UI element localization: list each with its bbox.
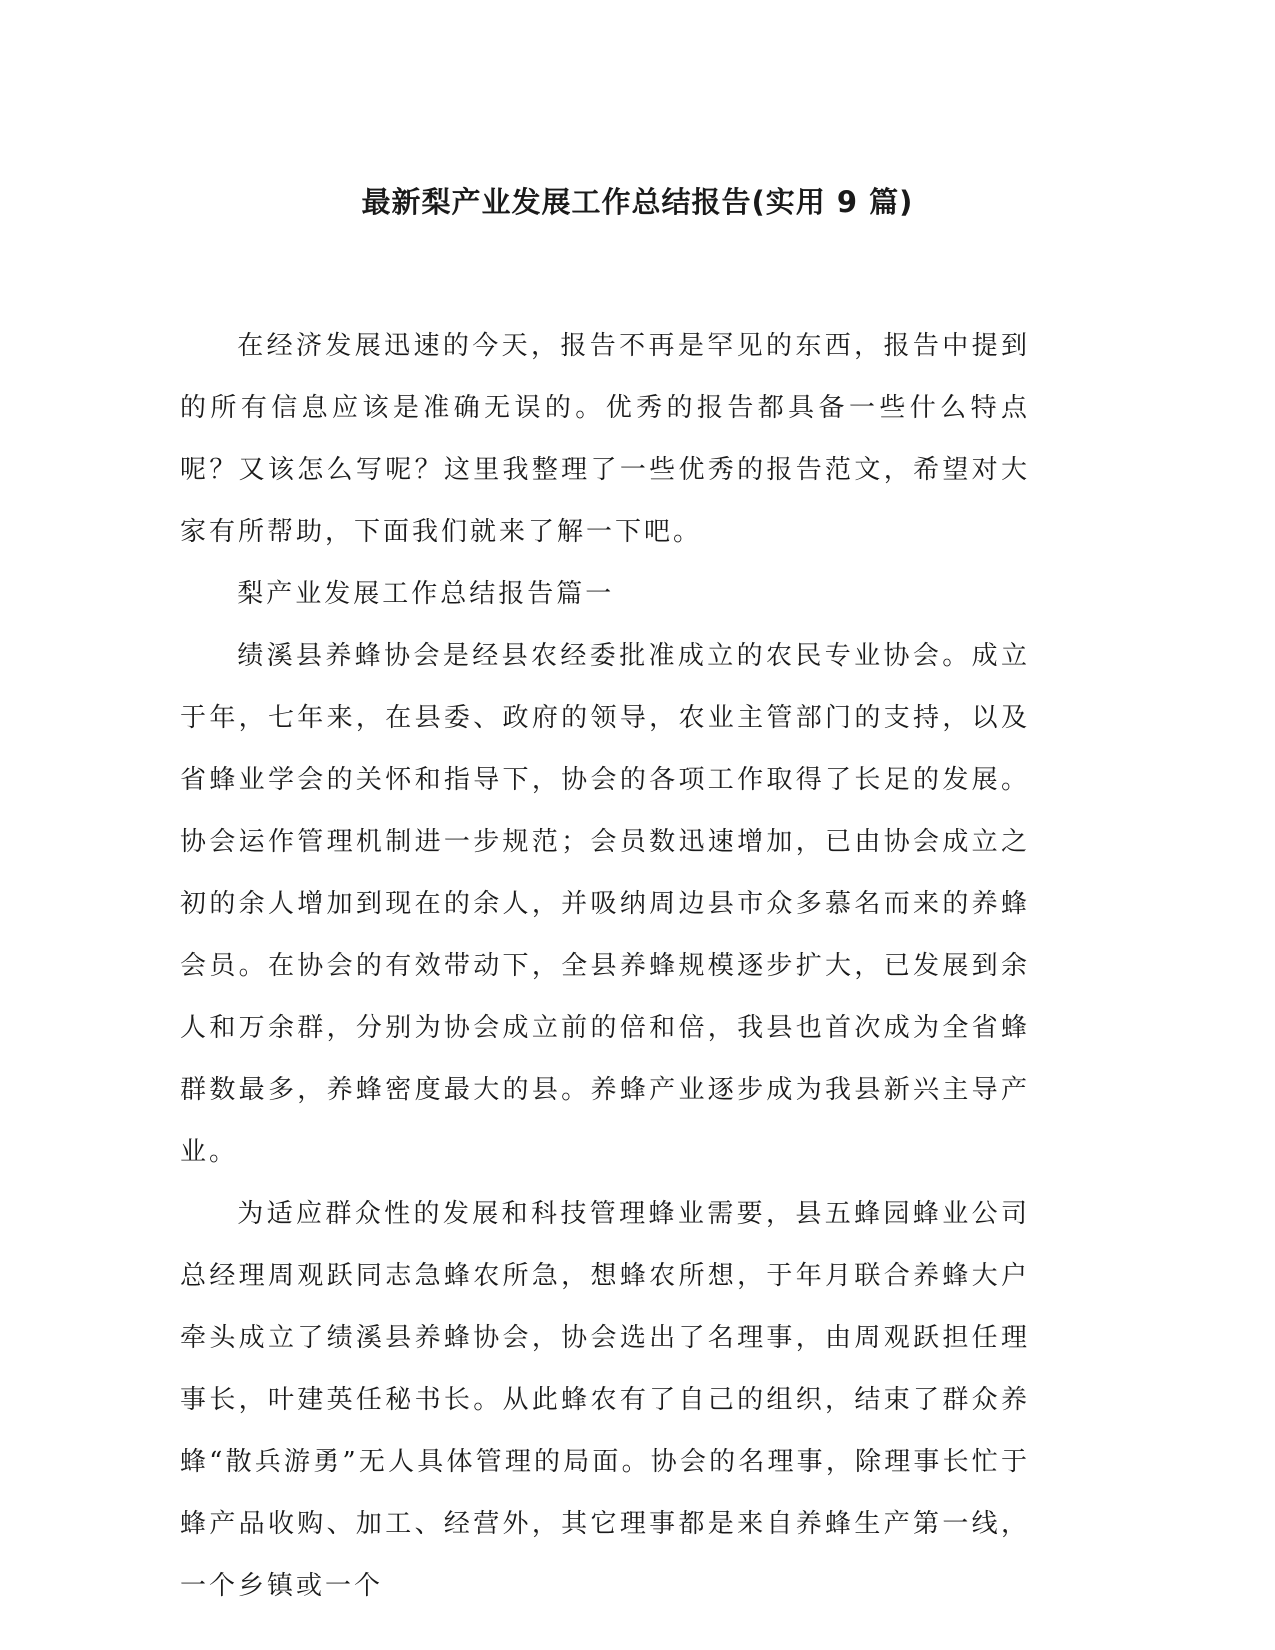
document-body (180, 315, 1030, 1617)
document-title: 最新梨产业发展工作总结报告(实用 9 篇) (361, 185, 914, 219)
body-paragraph-1: 绩溪县养蜂协会是经县农经委批准成立的农民专业协会。成立于年，七年来，在县委、政府的领导，农业主管部门的支持，以及省蜂业学会的关怀和指导下，协会的各项工作取得了长足的发展。协会运作管理机制进一步规范；会员数迅速增加，已由协会成立之初的余人增加到现在的余人，并吸纳周边县市众多慕名而来的养蜂会员。在协会的有效带动下，全县养蜂规模逐步扩大，已发展到余人和万余群，分别为协会成立前的倍和倍，我县也首次成为全省蜂群数最多，养蜂密度最大的县。养蜂产业逐步成为我县新兴主导产业。 (180, 641, 1030, 1167)
intro-paragraph: 在经济发展迅速的今天，报告不再是罕见的东西，报告中提到的所有信息应该是准确无误的。优秀的报告都具备一些什么特点呢？又该怎么写呢？这里我整理了一些优秀的报告范文，希望对大家有所帮助，下面我们就来了解一下吧。 (180, 331, 1030, 547)
body-paragraph-2: 为适应群众性的发展和科技管理蜂业需要，县五蜂园蜂业公司总经理周观跃同志急蜂农所急，想蜂农所想，于年月联合养蜂大户牵头成立了绩溪县养蜂协会，协会选出了名理事，由周观跃担任理事长，叶建英任秘书长。从此蜂农有了自己的组织，结束了群众养蜂“散兵游勇”无人具体管理的局面。协会的名理事，除理事长忙于蜂产品收购、加工、经营外，其它理事都是来自养蜂生产第一线，一个乡镇或一个 (180, 1199, 1030, 1601)
section-heading: 梨产业发展工作总结报告篇一 (237, 579, 615, 609)
